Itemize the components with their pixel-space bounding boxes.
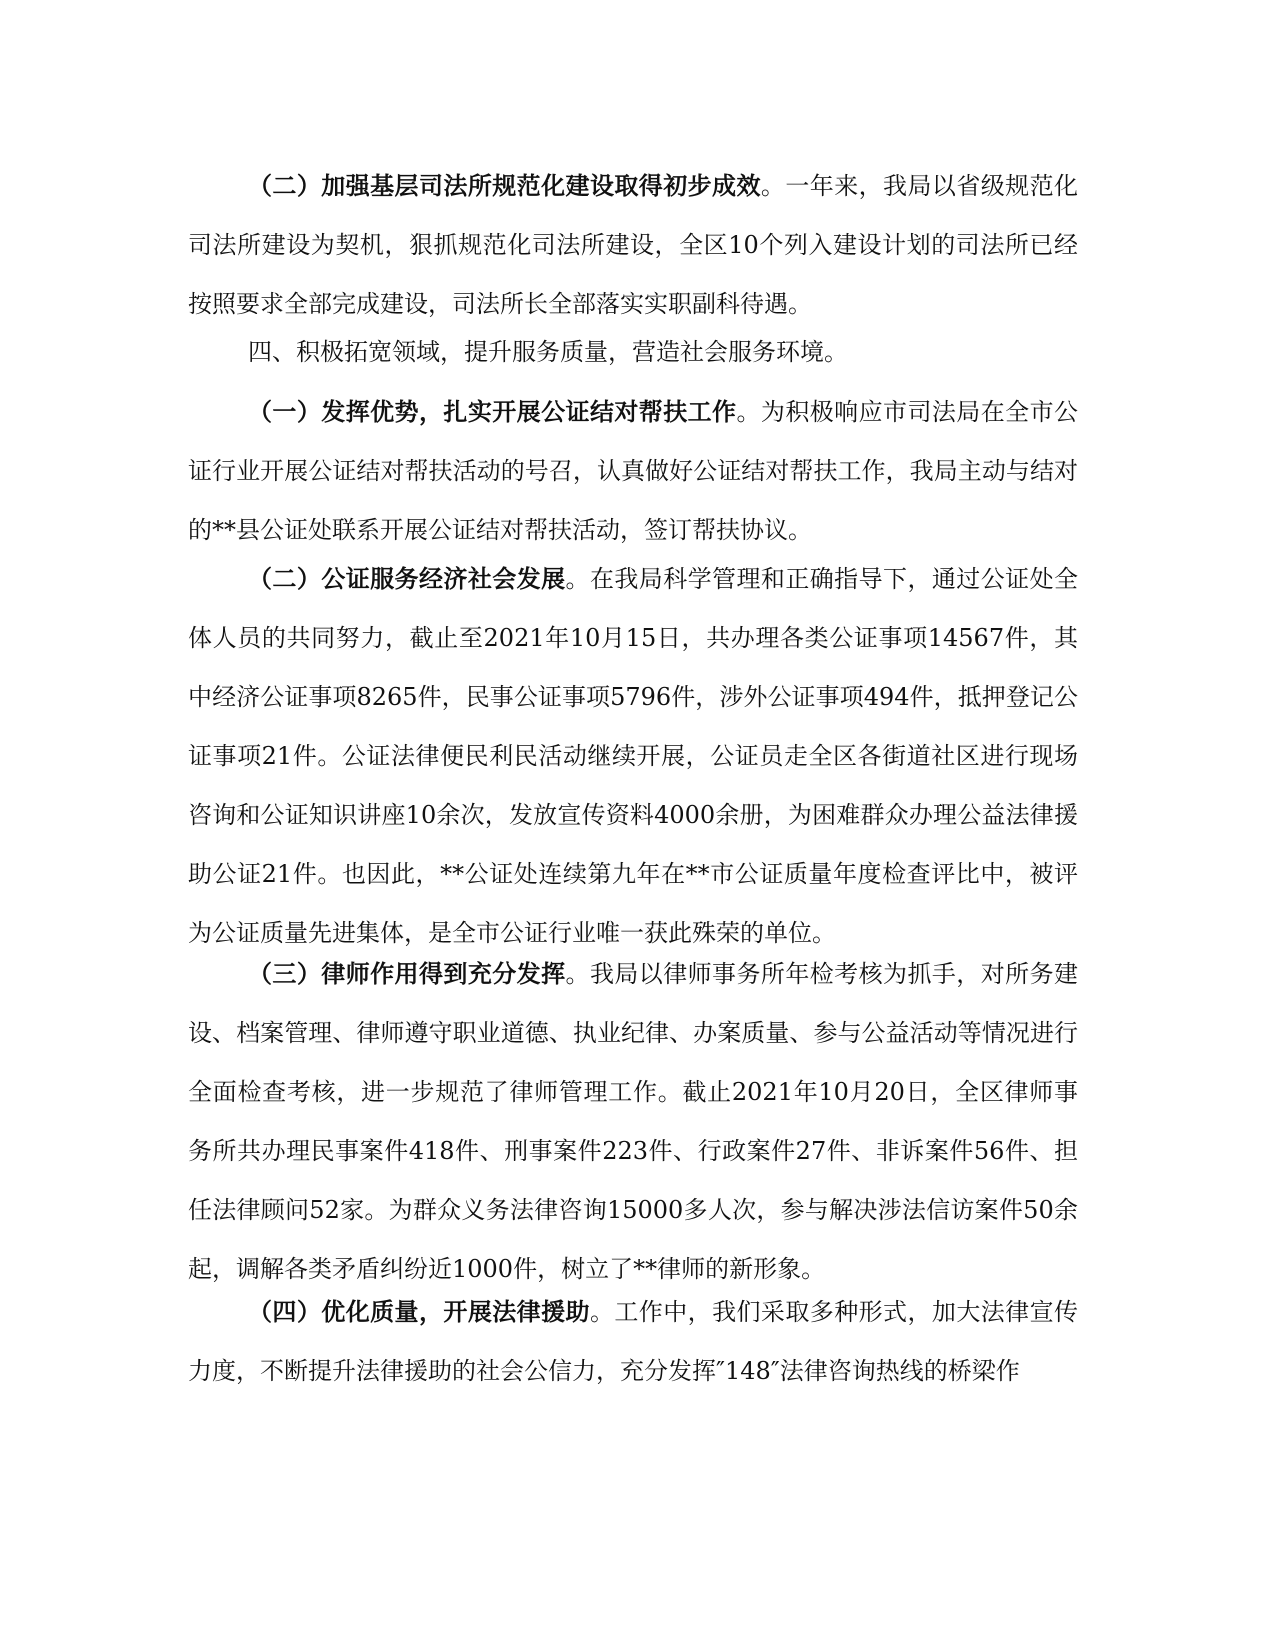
- section-heading-four: [188, 323, 1078, 382]
- paragraph-heading: （二）公证服务经济社会发展: [248, 564, 566, 593]
- paragraph-heading: （三）律师作用得到充分发挥: [248, 959, 566, 988]
- paragraph-notary-pairing: [188, 382, 1078, 560]
- paragraph-body: 。我局以律师事务所年检考核为抓手，对所务建设、档案管理、律师遵守职业道德、执业纪律、办案质量、参与公益活动等情况进行全面检查考核，进一步规范了律师管理工作。截止2021年10月20日，全区律师事务所共办理民事案件418件、刑事案件223件、行政案件27件、非诉案件56件、担任法律顾问52家。为群众义务法律咨询15000多人次，参与解决涉法信访案件50余起，调解各类矛盾纠纷近1000件，树立了**律师的新形象。: [188, 960, 1078, 1283]
- paragraph-legal-aid: [188, 1282, 1078, 1401]
- paragraph-judicial-office-construction: [188, 156, 1078, 334]
- paragraph-heading: （一）发挥优势，扎实开展公证结对帮扶工作: [248, 397, 737, 426]
- paragraph-body: 。在我局科学管理和正确指导下，通过公证处全体人员的共同努力，截止至2021年10月15日，共办理各类公证事项14567件，其中经济公证事项8265件，民事公证事项5796件，涉外公证事项494件，抵押登记公证事项21件。公证法律便民利民活动继续开展，公证员走全区各街道社区进行现场咨询和公证知识讲座10余次，发放宣传资料4000余册，为困难群众办理公益法律援助公证21件。也因此，**公证处连续第九年在**市公证质量年度检查评比中，被评为公证质量先进集体，是全市公证行业唯一获此殊荣的单位。: [188, 565, 1078, 947]
- paragraph-body: 四、积极拓宽领域，提升服务质量，营造社会服务环境。: [248, 338, 848, 366]
- paragraph-body: 。一年来，我局以省级规范化司法所建设为契机，狠抓规范化司法所建设，全区10个列入建设计划的司法所已经按照要求全部完成建设，司法所长全部落实实职副科待遇。: [188, 172, 1079, 318]
- paragraph-body: 。工作中，我们采取多种形式，加大法律宣传力度，不断提升法律援助的社会公信力，充分发挥″148″法律咨询热线的桥梁作: [188, 1298, 1079, 1385]
- paragraph-heading: （二）加强基层司法所规范化建设取得初步成效: [248, 171, 761, 200]
- paragraph-notary-service: [188, 549, 1078, 963]
- paragraph-heading: （四）优化质量，开展法律援助: [248, 1297, 590, 1326]
- paragraph-body: 。为积极响应市司法局在全市公证行业开展公证结对帮扶活动的号召，认真做好公证结对帮扶工作，我局主动与结对的**县公证处联系开展公证结对帮扶活动，签订帮扶协议。: [188, 398, 1078, 544]
- paragraph-lawyers: [188, 944, 1078, 1299]
